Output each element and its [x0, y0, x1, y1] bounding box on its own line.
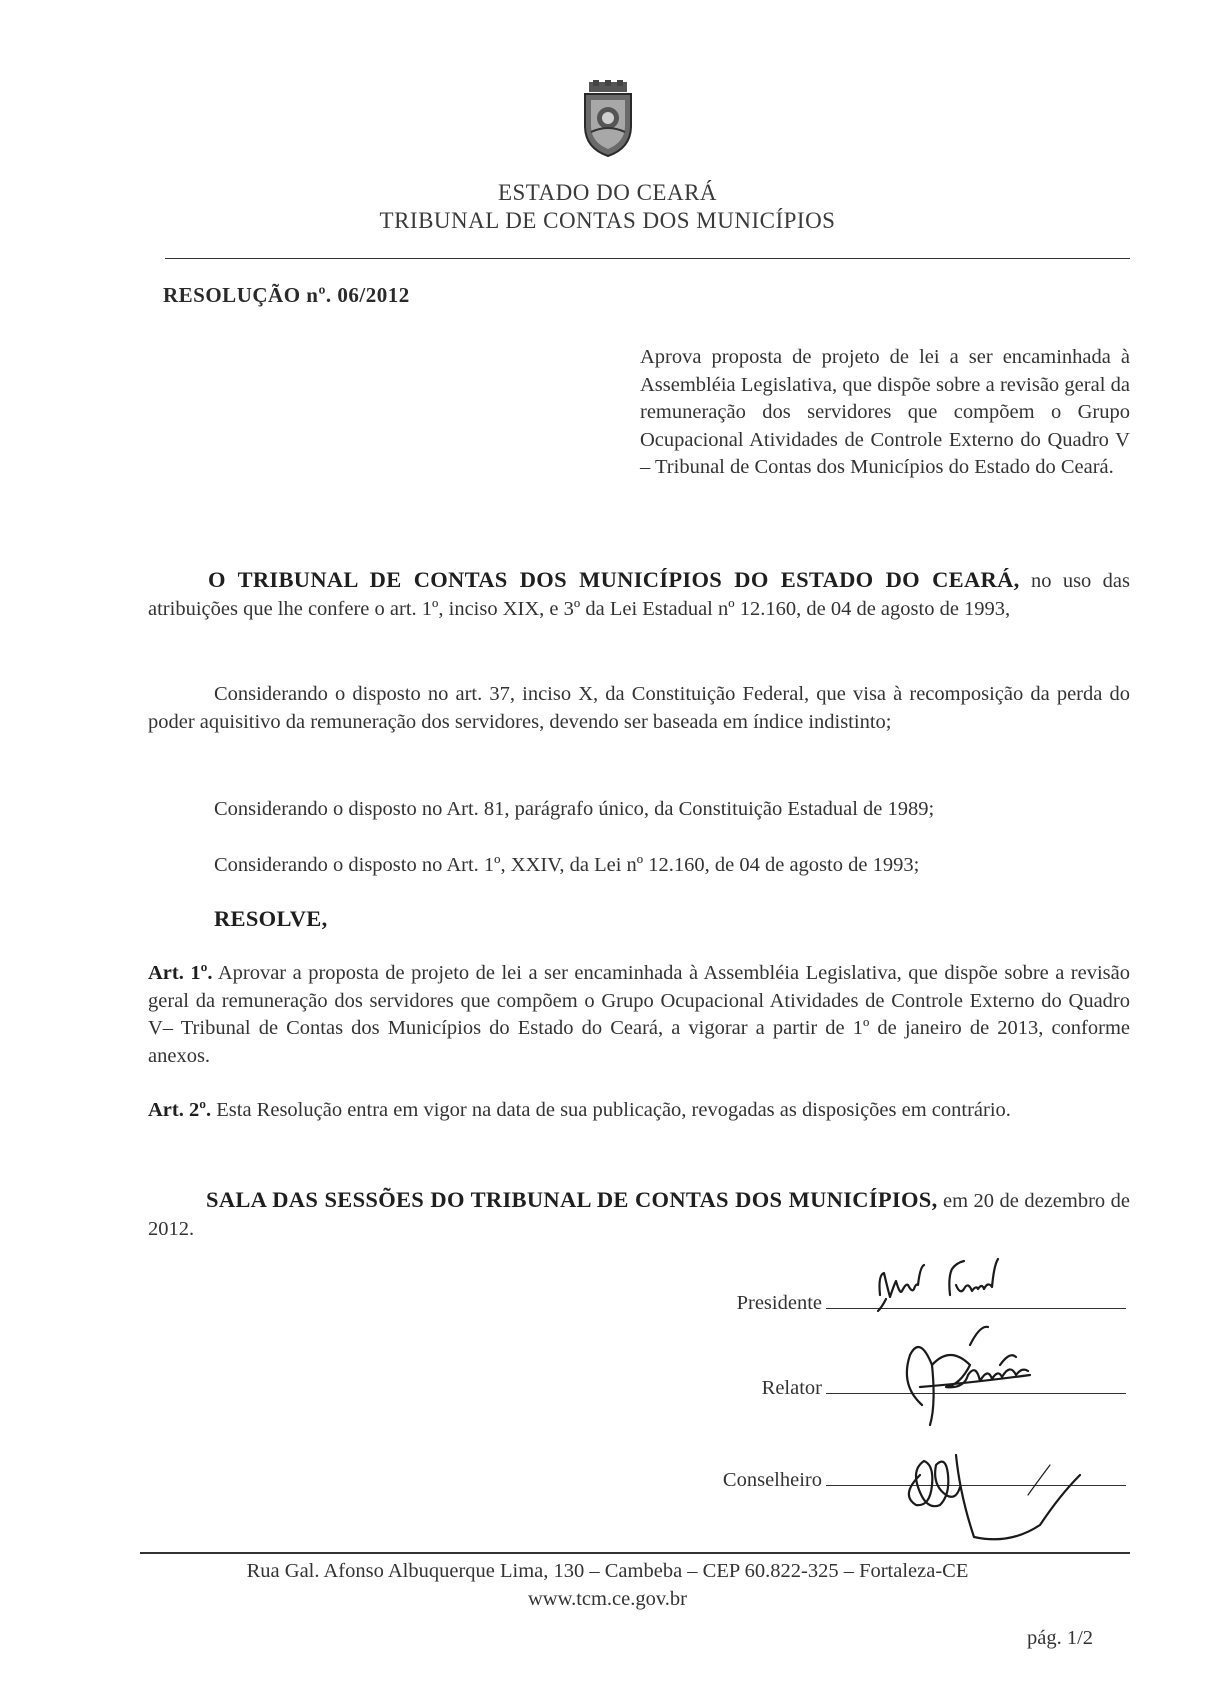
- signature-relator: [907, 1327, 1030, 1425]
- article-2-text: Esta Resolução entra em vigor na data de sua publicação, revogadas as disposições em contrário.: [211, 1099, 1011, 1121]
- article-1: [148, 960, 1130, 1070]
- considerando-3: Considerando o disposto no Art. 1º, XXIV, da Lei nº 12.160, de 04 de agosto de 1993;: [214, 854, 920, 876]
- signature-label-relator: Relator: [761, 1377, 822, 1399]
- page-number: pág. 1/2: [1027, 1627, 1094, 1649]
- closing-paragraph: [148, 1186, 1130, 1243]
- article-2: [148, 1097, 1130, 1125]
- article-1-text: Aprovar a proposta de projeto de lei a ser encaminhada à Assembléia Legislativa, que dispõe sobre a revisão geral da remuneração dos servidores que compõem o Grupo Ocupacional Atividades de Controle Externo do Quadro V– Tribunal de Contas dos Municípios do Estado do Ceará, a vigorar a partir de 1º de janeiro de 2013, conforme anexos.: [148, 962, 1131, 1067]
- considerando-1: Considerando o disposto no art. 37, inciso X, da Constituição Federal, que visa à recomposição da perda do poder aquisitivo da remuneração dos servidores, devendo ser baseada em índice indistinto;: [148, 683, 1130, 733]
- handwritten-signatures: [860, 1255, 1150, 1555]
- resolution-ementa: Aprova proposta de projeto de lei a ser encaminhada à Assembléia Legislativa, que dispõe sobre a revisão geral da remuneração dos servidores que compõem o Grupo Ocupacional Atividades de Controle Externo do Quadro V – Tribunal de Contas dos Municípios do Estado do Ceará.: [640, 346, 1130, 478]
- preamble-bold: O TRIBUNAL DE CONTAS DOS MUNICÍPIOS DO ESTADO DO CEARÁ,: [208, 567, 1020, 592]
- preamble-text: no uso das atribuições que lhe confere o art. 1º, inciso XIX, e 3º da Lei Estadual nº 12.160, de 04 de agosto de 1993,: [148, 570, 1130, 620]
- state-coat-of-arms-icon: [577, 80, 639, 158]
- resolve-heading: [148, 905, 1130, 935]
- resolution-title: RESOLUÇÃO nº. 06/2012: [163, 283, 410, 307]
- header-state: ESTADO DO CEARÁ: [497, 180, 718, 205]
- preamble-paragraph: [148, 566, 1130, 623]
- closing-bold: SALA DAS SESSÕES DO TRIBUNAL DE CONTAS DOS MUNICÍPIOS,: [206, 1187, 938, 1212]
- considerando-2: Considerando o disposto no Art. 81, parágrafo único, da Constituição Estadual de 1989;: [214, 798, 935, 820]
- header-court: TRIBUNAL DE CONTAS DOS MUNICÍPIOS: [379, 208, 836, 233]
- signature-presidente: [878, 1259, 998, 1311]
- signature-label-presidente: Presidente: [736, 1292, 822, 1314]
- resolve-label: RESOLVE,: [214, 906, 328, 931]
- article-1-label: Art. 1º.: [148, 962, 213, 984]
- footer-website: www.tcm.ce.gov.br: [527, 1588, 687, 1610]
- article-2-label: Art. 2º.: [148, 1099, 212, 1121]
- signature-label-conselheiro: Conselheiro: [722, 1469, 822, 1491]
- footer-address: Rua Gal. Afonso Albuquerque Lima, 130 – Cambeba – CEP 60.822-325 – Fortaleza-CE: [246, 1560, 969, 1582]
- header-divider: [165, 258, 1130, 259]
- footer-divider: [140, 1552, 1130, 1554]
- signature-conselheiro: [909, 1455, 1080, 1539]
- closing-text: em 20 de dezembro de 2012.: [148, 1190, 1130, 1240]
